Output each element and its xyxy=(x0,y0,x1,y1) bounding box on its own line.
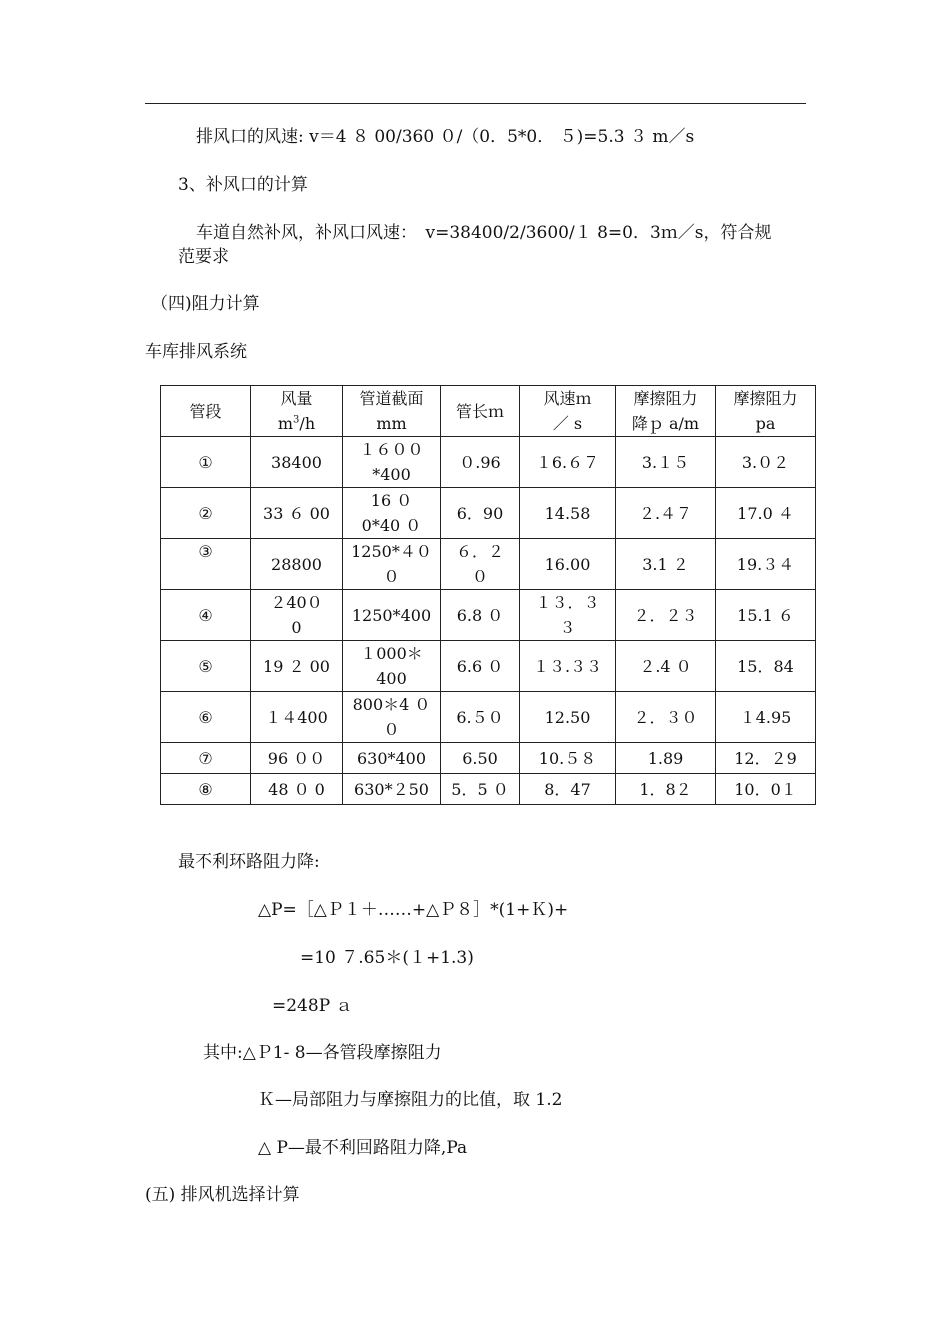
cell-length: 6.8 ０ xyxy=(441,590,520,641)
cell-gradient: 1．8２ xyxy=(616,774,716,805)
cell-velocity: １３．３ ３ xyxy=(520,590,616,641)
cell-flow: 96 ００ xyxy=(251,743,343,774)
cell-velocity: 12.50 xyxy=(520,692,616,743)
cell-gradient: ２.4 ０ xyxy=(616,641,716,692)
table-row xyxy=(161,774,816,805)
cell-section: 630*400 xyxy=(343,743,441,774)
formula-eq2: =10 ７.65＊(１+1.3) xyxy=(300,948,474,968)
header-section: 管道截面 mm xyxy=(343,386,441,437)
cell-flow: 33 ６ 00 xyxy=(251,488,343,539)
cell-gradient: 3.1 ２ xyxy=(616,539,716,590)
header-flow: 风量 $m^3/h$ xyxy=(251,386,343,437)
cell-length: 6.５０ xyxy=(441,692,520,743)
header-rule xyxy=(145,103,806,104)
formula-where3: △ P—最不利回路阻力降,Pa xyxy=(258,1138,468,1158)
cell-flow: 28800 xyxy=(251,539,343,590)
table-row xyxy=(161,488,816,539)
supply-speed-line-cont: 范要求 xyxy=(178,247,229,267)
table-row xyxy=(161,743,816,774)
cell-gradient: ２．２３ xyxy=(616,590,716,641)
cell-flow: 48 ０ 0 xyxy=(251,774,343,805)
cell-section: 630*２50 xyxy=(343,774,441,805)
cell-friction: 19.３４ xyxy=(716,539,816,590)
cell-friction: 10．0１ xyxy=(716,774,816,805)
section-5-heading: (五) 排风机选择计算 xyxy=(145,1185,300,1205)
cell-friction: 15．84 xyxy=(716,641,816,692)
cell-section: 1250*400 xyxy=(343,590,441,641)
cell-section: １000＊ 400 xyxy=(343,641,441,692)
exhaust-speed-line: 排风口的风速: v＝4 ８ 00/360 ０/（0．5*0． ５)=5.3 ３ m／s xyxy=(196,127,695,147)
table-row xyxy=(161,590,816,641)
section-4-heading: （四)阻力计算 xyxy=(151,294,260,314)
cell-friction: 3.０２ xyxy=(716,437,816,488)
cell-velocity: 10.５８ xyxy=(520,743,616,774)
table-row xyxy=(161,539,816,590)
header-segment: 管段 xyxy=(161,386,251,437)
cell-seg: ⑤ xyxy=(161,641,251,692)
cell-section: １６００ *400 xyxy=(343,437,441,488)
cell-gradient: 3.１５ xyxy=(616,437,716,488)
header-friction: 摩擦阻力 pa xyxy=(716,386,816,437)
resistance-table xyxy=(160,385,816,805)
header-velocity: 风速ｍ ／ s xyxy=(520,386,616,437)
header-gradient: 摩擦阻力 降ｐ a/m xyxy=(616,386,716,437)
supply-speed-line: 车道自然补风，补风口风速： v=38400/2/3600/１ 8=0．3ｍ／s，符合规 xyxy=(196,223,772,243)
cell-length: 6.50 xyxy=(441,743,520,774)
cell-flow: ２40０ 0 xyxy=(251,590,343,641)
cell-velocity: １３.３３ xyxy=(520,641,616,692)
cell-length: ６．２ ０ xyxy=(441,539,520,590)
cell-section: 16 ０ 0*40 ０ xyxy=(343,488,441,539)
cell-gradient: ２．３０ xyxy=(616,692,716,743)
system-title: 车库排风系统 xyxy=(145,342,247,362)
cell-friction: 17.0 ４ xyxy=(716,488,816,539)
header-length: 管长ｍ xyxy=(441,386,520,437)
table-row xyxy=(161,437,816,488)
cell-friction: 15.1 ６ xyxy=(716,590,816,641)
cell-flow: 19 ２ 00 xyxy=(251,641,343,692)
cell-length: 6．90 xyxy=(441,488,520,539)
cell-friction: 12．２9 xyxy=(716,743,816,774)
cell-length: ０.96 xyxy=(441,437,520,488)
formula-eq3: =248P ａ xyxy=(272,996,353,1016)
formula-title: 最不利环路阻力降: xyxy=(178,852,320,872)
cell-friction: １4.95 xyxy=(716,692,816,743)
table-row xyxy=(161,641,816,692)
cell-length: 5．5 ０ xyxy=(441,774,520,805)
cell-seg: ⑧ xyxy=(161,774,251,805)
formula-where2: Ｋ—局部阻力与摩擦阻力的比值，取 1.2 xyxy=(258,1090,563,1110)
cell-gradient: 1.89 xyxy=(616,743,716,774)
formula-eq1: △P=［△Ｐ１＋……+△Ｐ８］*(1+Ｋ)+ xyxy=(258,900,569,920)
cell-seg: ④ xyxy=(161,590,251,641)
cell-velocity: 8．47 xyxy=(520,774,616,805)
cell-seg: ② xyxy=(161,488,251,539)
formula-where1: 其中:△Ｐ1- 8—各管段摩擦阻力 xyxy=(203,1043,442,1063)
cell-seg: ③ xyxy=(161,539,251,590)
cell-flow: 38400 xyxy=(251,437,343,488)
table-header-row xyxy=(161,386,816,437)
cell-flow: １４400 xyxy=(251,692,343,743)
cell-seg: ⑦ xyxy=(161,743,251,774)
table-row xyxy=(161,692,816,743)
cell-section: 800＊4 ０ ０ xyxy=(343,692,441,743)
cell-length: 6.6 ０ xyxy=(441,641,520,692)
section-3-heading: 3、补风口的计算 xyxy=(178,175,308,195)
cell-seg: ⑥ xyxy=(161,692,251,743)
cell-section: 1250*４０ ０ xyxy=(343,539,441,590)
cell-gradient: ２.４７ xyxy=(616,488,716,539)
cell-velocity: １6.６７ xyxy=(520,437,616,488)
cell-velocity: 14.58 xyxy=(520,488,616,539)
cell-velocity: 16.00 xyxy=(520,539,616,590)
cell-seg: ① xyxy=(161,437,251,488)
